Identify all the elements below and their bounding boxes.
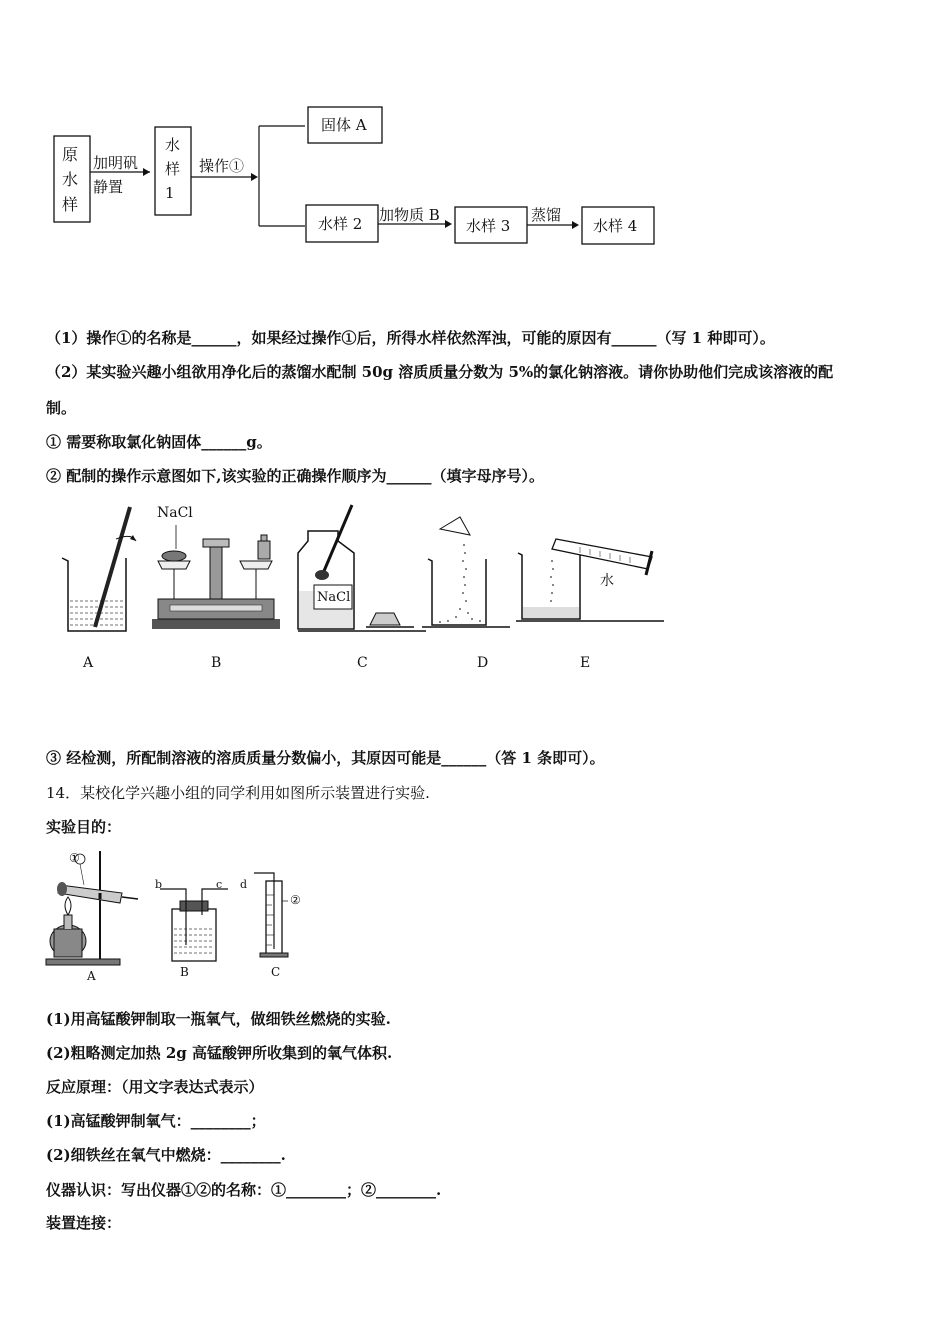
op1-label: 操作① — [199, 157, 245, 175]
step1-label: 加明矾 — [93, 154, 139, 172]
q14-instruments: 仪器认识：写出仪器①②的名称：①________；②________. — [46, 1181, 442, 1199]
nacl-top-label: NaCl — [157, 505, 193, 521]
raw-water-label: 原 水 样 — [62, 145, 79, 214]
balance-b — [152, 525, 280, 629]
q13-step1: ① 需要称取氯化钠固体______g。 — [46, 433, 272, 451]
beaker-water-e — [516, 539, 664, 621]
q13-step3: ③ 经检测，所配制溶液的溶质质量分数偏小，其原因可能是______（答 1 条即可）。 — [46, 749, 605, 767]
fig2-label-a: A — [87, 969, 96, 983]
q14-principle: 反应原理：（用文字表达式表示） — [46, 1078, 264, 1096]
q13-part2b: 制。 — [46, 399, 77, 417]
fig2-label-b: B — [180, 965, 189, 979]
gas-bottle-b — [160, 889, 228, 961]
graduated-cylinder-c — [254, 873, 288, 957]
distill-label: 蒸馏 — [531, 206, 562, 224]
solid-a-label: 固体 A — [321, 116, 367, 134]
add-b-label: 加物质 B — [379, 206, 440, 224]
water-label: 水 — [600, 573, 614, 589]
reagent-bottle-c — [298, 505, 414, 629]
q14-purpose: 实验目的： — [46, 818, 122, 836]
fig1-label-b: B — [211, 655, 222, 671]
fig1-label-d: D — [477, 655, 489, 671]
q14-reaction2: (2)细铁丝在氧气中燃烧：________. — [46, 1146, 286, 1164]
heating-apparatus-a — [46, 851, 138, 965]
tube-b-label: b — [155, 878, 163, 891]
circle2-label: ② — [290, 893, 301, 907]
solution-preparation-figure — [40, 495, 680, 645]
sample3-label: 水样 3 — [466, 217, 511, 235]
fig2-label-c: C — [271, 965, 281, 979]
step1b-label: 静置 — [93, 178, 124, 196]
sample4-label: 水样 4 — [593, 217, 638, 235]
beaker-pouring-d — [422, 517, 510, 627]
q13-step2: ② 配制的操作示意图如下,该实验的正确操作顺序为______（填字母序号）。 — [46, 467, 544, 485]
sample1-label: 水 样 1 — [165, 136, 181, 202]
tube-c-label: c — [216, 878, 223, 891]
sample2-label: 水样 2 — [318, 215, 363, 233]
q14-goal1: (1)用高锰酸钾制取一瓶氧气，做细铁丝燃烧的实验. — [46, 1010, 391, 1028]
q14-connection: 装置连接： — [46, 1214, 122, 1232]
beaker-stirring-a — [62, 507, 136, 631]
q13-part1: （1）操作①的名称是______，如果经过操作①后，所得水样依然浑浊，可能的原因有______（写 1 种即可）。 — [46, 329, 775, 347]
q14-goal2: (2)粗略测定加热 2g 高锰酸钾所收集到的氧气体积. — [46, 1044, 393, 1062]
apparatus-figure — [40, 845, 320, 985]
tube-d-label: d — [240, 878, 248, 891]
q14-title: 14．某校化学兴趣小组的同学利用如图所示装置进行实验. — [46, 784, 430, 802]
q14-reaction1: (1)高锰酸钾制氧气：________； — [46, 1112, 266, 1130]
q13-part2a: （2）某实验兴趣小组欲用净化后的蒸馏水配制 50g 溶质质量分数为 5%的氯化钠溶液。请你协助他们完成该溶液的配 — [46, 363, 834, 381]
fig1-label-e: E — [580, 655, 591, 671]
nacl-bottle-label: NaCl — [317, 590, 351, 605]
fig1-label-a: A — [83, 655, 94, 671]
circle1-label: ① — [69, 851, 80, 865]
fig1-label-c: C — [357, 655, 368, 671]
